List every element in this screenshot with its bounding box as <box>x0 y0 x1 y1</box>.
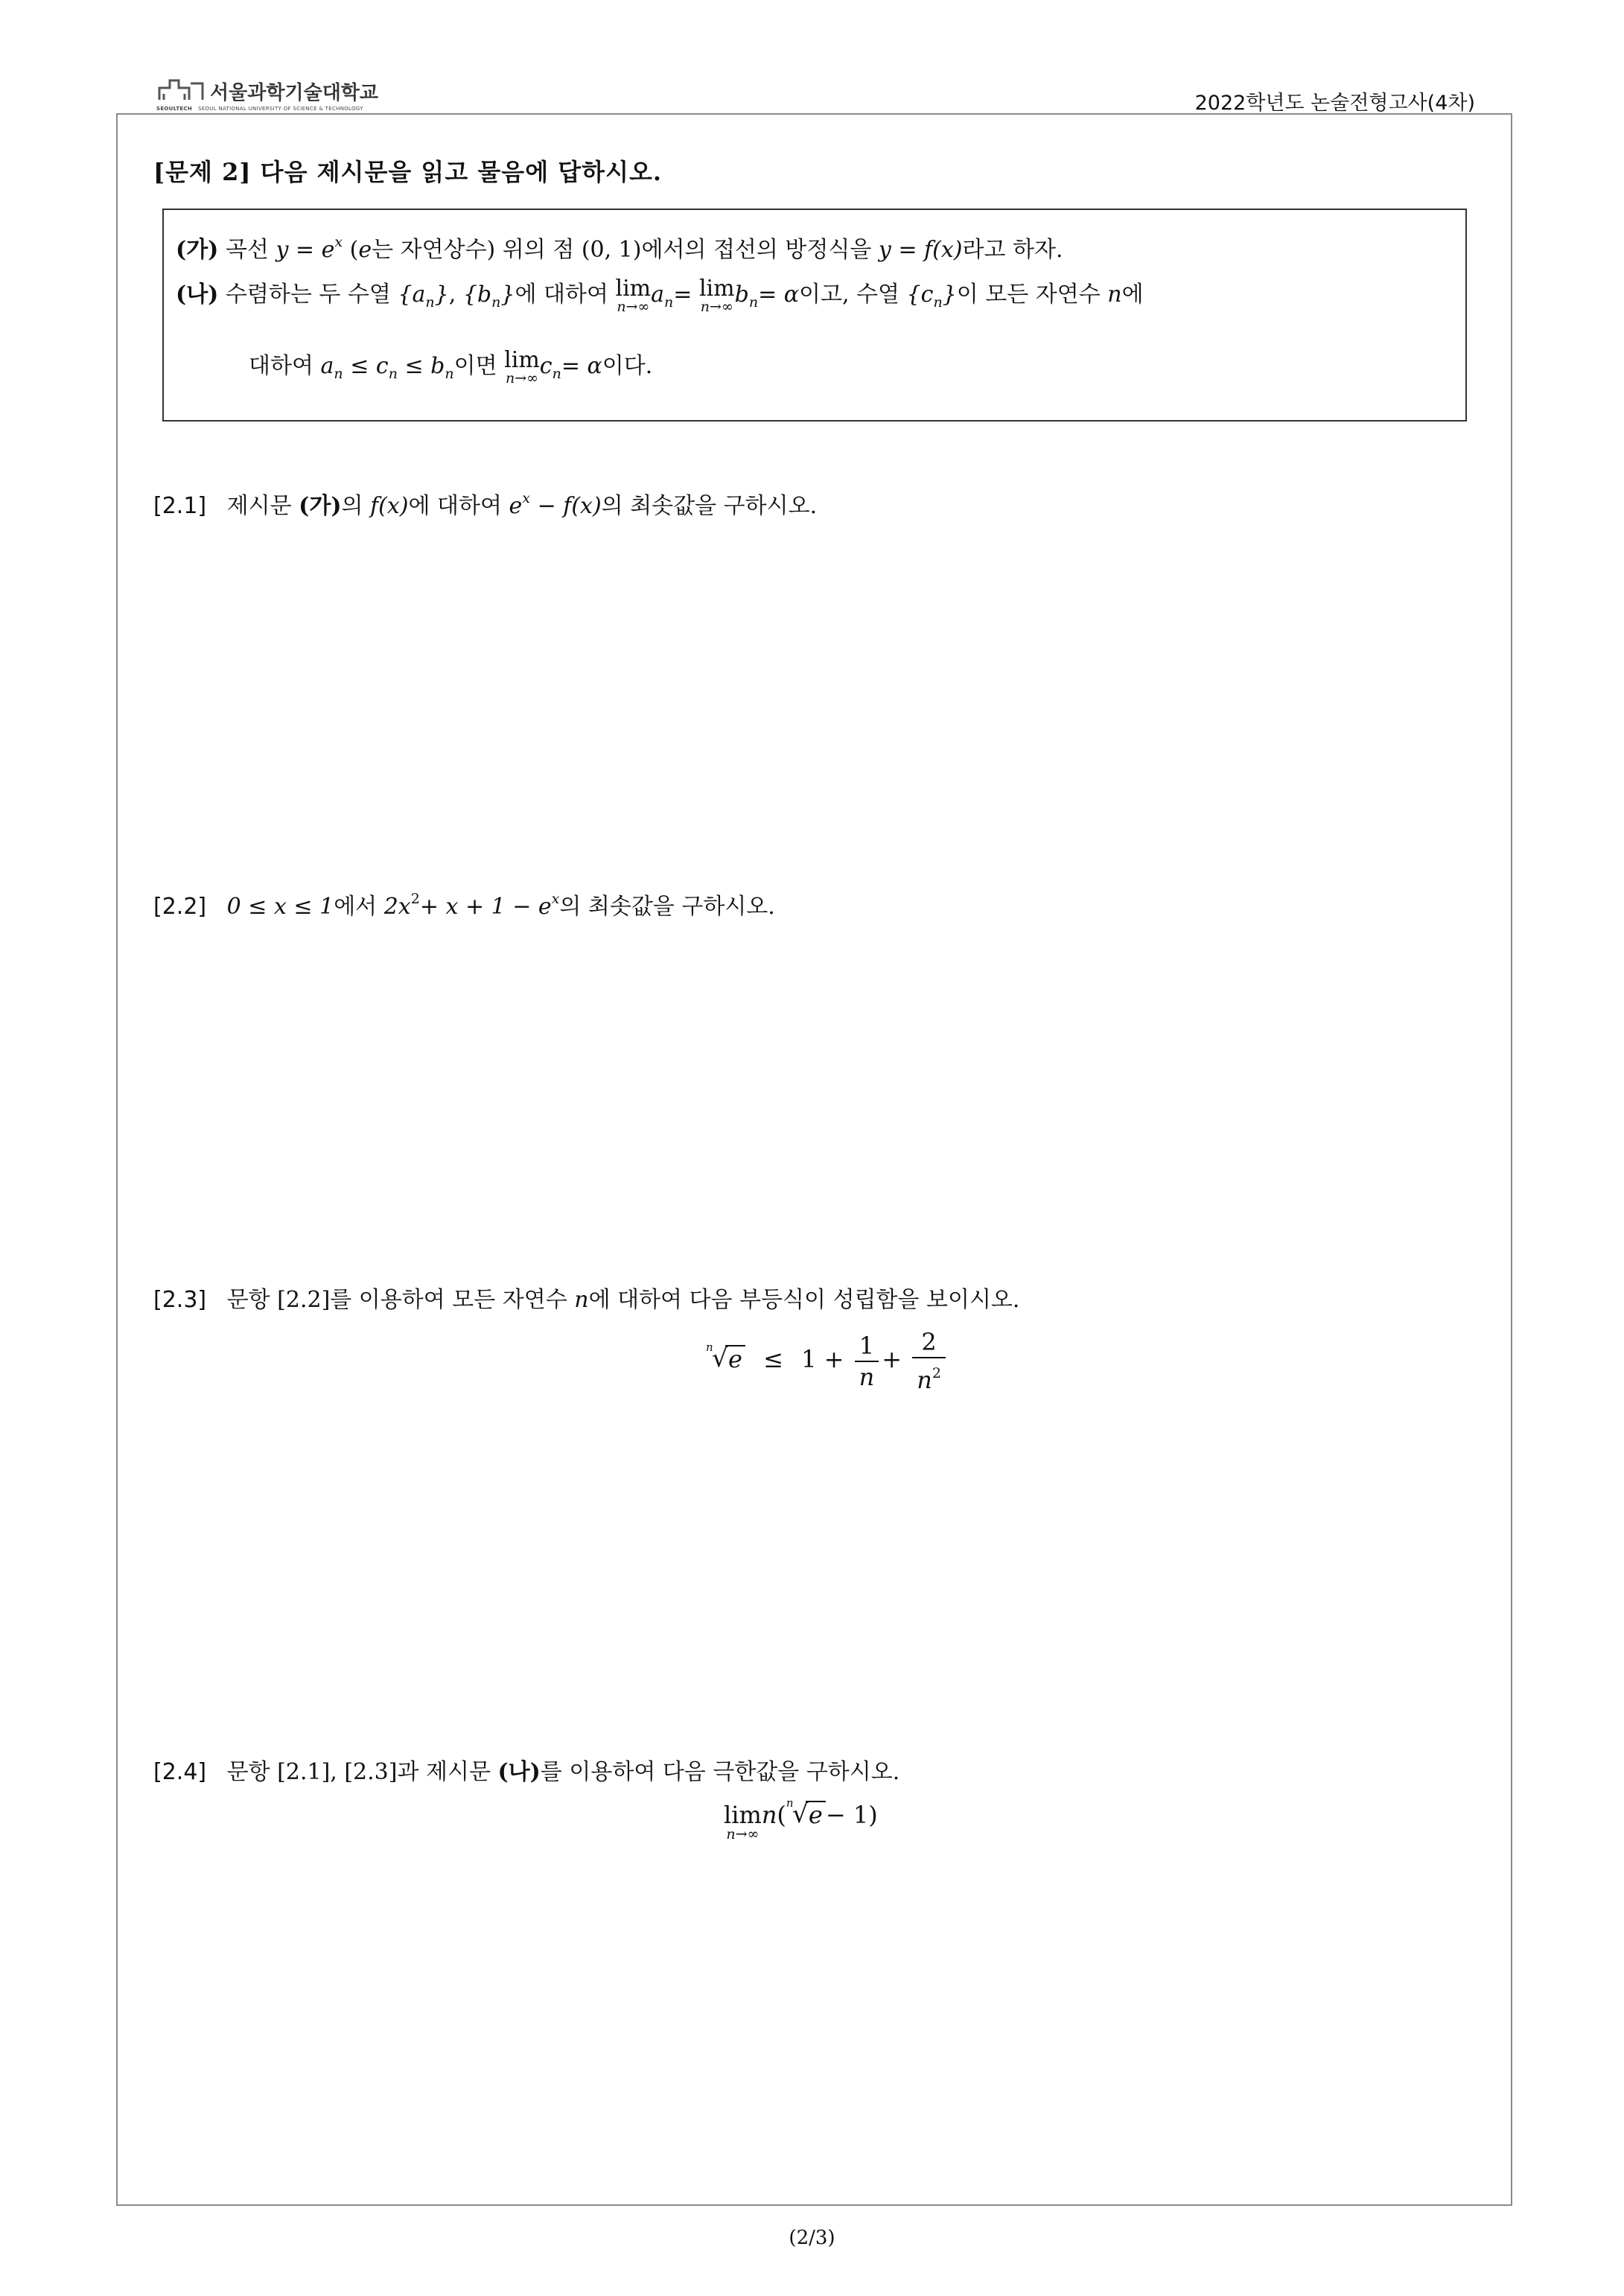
problem-heading: [문제 2] 다음 제시문을 읽고 물음에 답하시오. <box>153 158 663 186</box>
fraction-two-over-n-squared: $\frac{2}{n^2}$ <box>912 1327 946 1395</box>
limit-expression: lim n→∞ <box>724 1801 762 1842</box>
inequality-formula: n √ e ≤ 1 + $\frac{1}{n}$ + $\frac{2}{n^2}$ <box>706 1327 949 1395</box>
limit-expression: lim n→∞ <box>698 276 735 315</box>
nth-root: n √ e <box>706 1345 745 1373</box>
exam-title: 2022학년도 논술전형고사(4차) <box>1194 92 1475 115</box>
passage-na-line1: (나) 수렴하는 두 수열 $\{a_n\}$, $\{b_n\}$에 대하여 lim n→∞ $a_n=$ lim n→∞ $b_n= \alpha$이고, 수열 $\{c_n\}$이 모든 자연수 n에 <box>176 276 1144 315</box>
university-logo <box>156 77 380 116</box>
university-name: 서울과학기술대학교 <box>210 82 379 104</box>
question-2-2: [2.2] 0 ≤ x ≤ 1에서 $2x^2+ x + 1 - e^x$의 최솟값을 구하시오. <box>153 891 775 920</box>
question-2-3: [2.3] 문항 [2.2]를 이용하여 모든 자연수 n에 대하여 다음 부등식이 성립함을 보이시오. <box>153 1287 1020 1313</box>
page-frame <box>116 113 1512 2206</box>
limit-expression: lim n→∞ <box>504 347 540 387</box>
university-english-name: SEOULTECH SEOUL NATIONAL UNIVERSITY OF SCIENCE & TECHNOLOGY <box>156 106 363 112</box>
limit-expression: lim n→∞ <box>615 276 652 315</box>
question-2-4: [2.4] 문항 [2.1], [2.3]과 제시문 (나)를 이용하여 다음 극한값을 구하시오. <box>153 1759 900 1785</box>
nth-root: n √ e <box>786 1801 826 1829</box>
passage-ga: (가) 곡선 $y = e^x$ (e는 자연상수) 위의 점 (0, 1)에서의 접선의 방정식을 y = f(x)라고 하자. <box>176 234 1063 263</box>
passage-na-line2: 대하여 $a_n \le c_n \le b_n$이면 lim n→∞ $c_n= \alpha$이다. <box>249 347 653 387</box>
fraction-one-over-n: $\frac{1}{n}$ <box>855 1331 879 1392</box>
page-number: (2/3) <box>789 2227 835 2249</box>
limit-formula: lim n→∞ n( n √ e − 1) <box>724 1796 878 1842</box>
question-2-1: [2.1] 제시문 (가)의 f(x)에 대하여 $e^x - f(x)$의 최솟값을 구하시오. <box>153 490 818 519</box>
